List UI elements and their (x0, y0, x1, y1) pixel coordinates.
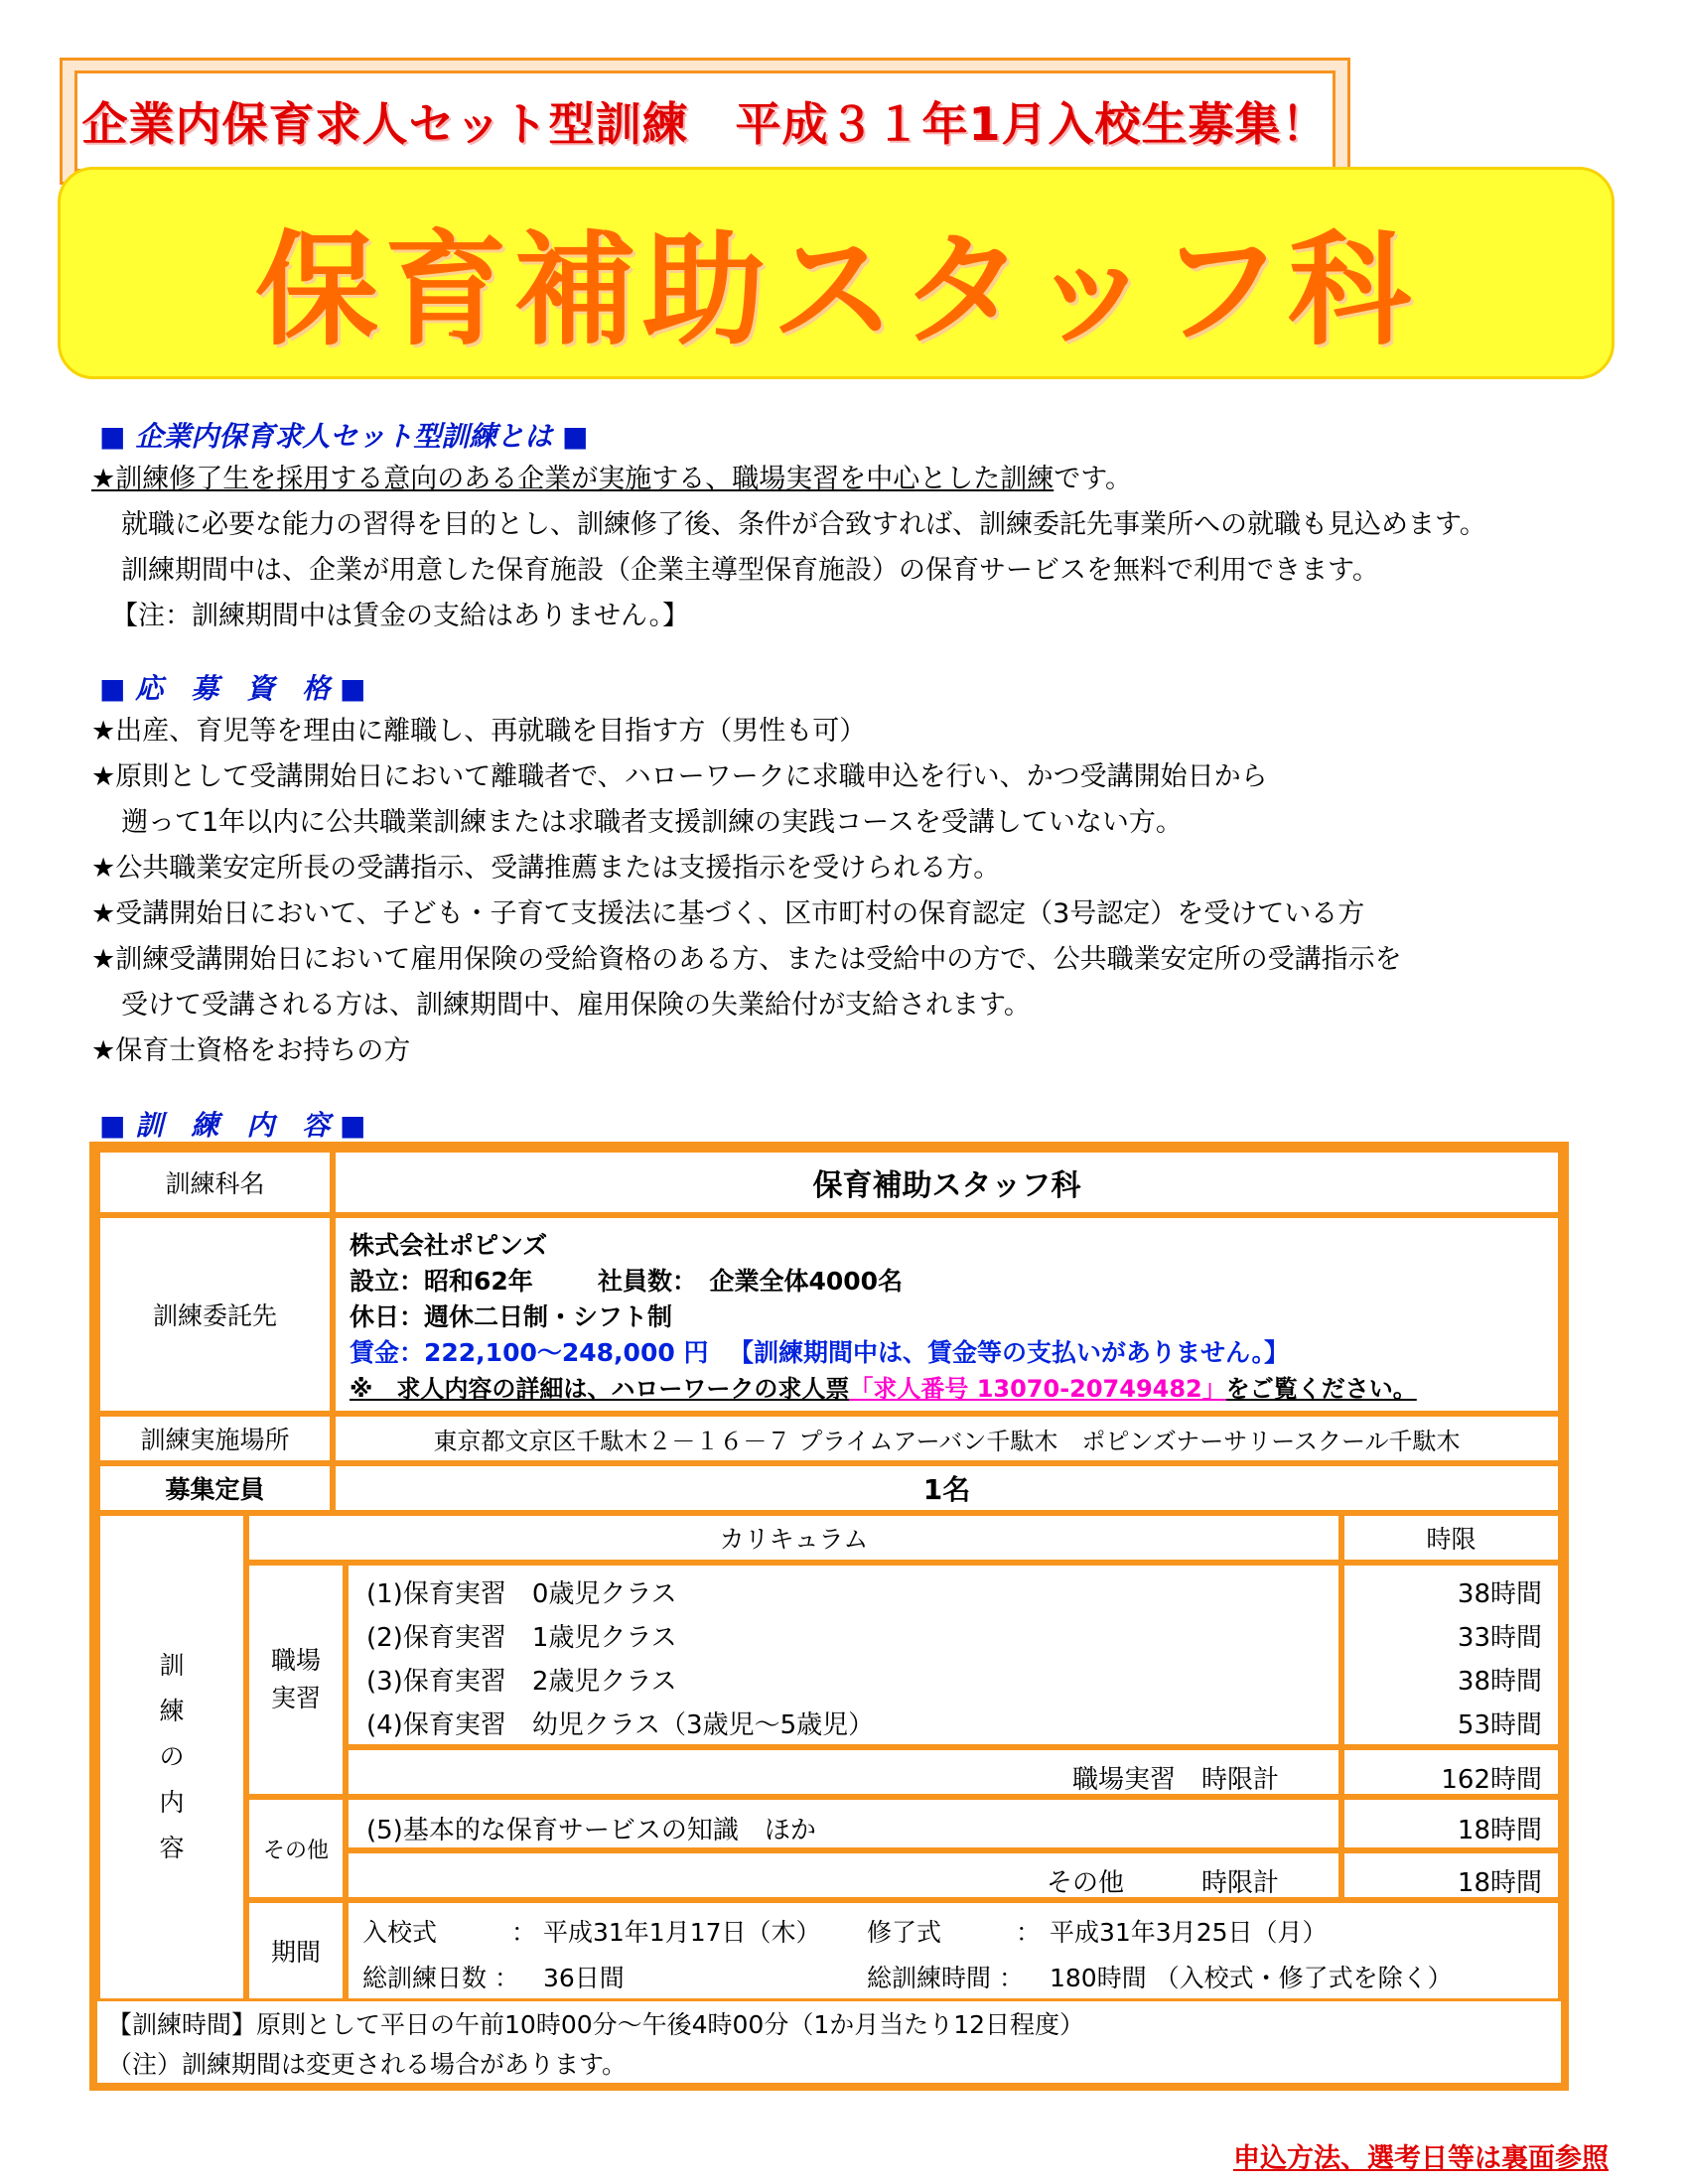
period-cell (346, 1900, 1561, 2001)
training-label-char: 容 (159, 1834, 185, 1862)
about-heading: ■ 企業内保育求人セット型訓練とは ■ (99, 420, 589, 453)
other-label: その他 (246, 1797, 346, 1900)
notes-cell (97, 2001, 1561, 2079)
about-line-2: 就職に必要な能力の習得を目的とし、訓練修了後、条件が合致すれば、訓練委託先事業所への就職も見込めます。 (121, 509, 1486, 540)
curriculum-hours: 38時間 (1457, 1667, 1542, 1697)
curriculum-hours: 18時間 (1457, 1816, 1542, 1845)
about-line-1-tail: です。 (1054, 464, 1133, 494)
about-line-3: 訓練期間中は、企業が用意した保育施設（企業主導型保育施設）の保育サービスを無料で利用できます。 (121, 555, 1379, 586)
practice-hours (1341, 1563, 1561, 1747)
curriculum-hours: 33時間 (1457, 1623, 1542, 1653)
about-line-1-underlined: ★訓練修了生を採用する意向のある企業が実施する、職場実習を中心とした訓練 (91, 464, 1055, 494)
about-line-1 (91, 457, 1132, 502)
eligibility-line: ★訓練受講開始日において雇用保険の受給資格のある方、または受給中の方で、公共職業安定所の受講指示を (91, 944, 1402, 975)
hours-header: 時限 (1341, 1513, 1561, 1563)
completion-label: 修了式 ： (867, 1918, 1042, 1947)
provider-note-suffix: をご覧ください。 (1225, 1375, 1417, 1403)
days-label: 総訓練日数 ： (362, 1964, 519, 1992)
provider-company: 株式会社ポピンズ (350, 1231, 548, 1260)
entrance-date: 平成31年1月17日（木） (543, 1918, 821, 1947)
curriculum-hours: 53時間 (1457, 1710, 1542, 1740)
training-label-char: の (159, 1742, 185, 1771)
practice-label-line: 職場 (270, 1646, 321, 1675)
training-label-char: 訓 (159, 1651, 185, 1680)
capacity-value: 1名 (333, 1463, 1561, 1513)
provider-holidays: 休日：週休二日制・シフト制 (350, 1302, 673, 1331)
page-title: 保育補助スタッフ科 (254, 219, 1417, 362)
practice-total: 162時間 (1441, 1765, 1542, 1795)
practice-label-line: 実習 (270, 1684, 321, 1712)
provider-founded: 設立：昭和62年 (350, 1267, 533, 1296)
other-item-cell (346, 1797, 1341, 1850)
content-heading: ■ 訓 練 内 容 ■ (99, 1109, 366, 1142)
curriculum-item: (4)保育実習 幼児クラス（3歳児～5歳児） (366, 1710, 875, 1740)
eligibility-line: 受けて受講される方は、訓練期間中、雇用保険の失業給付が支給されます。 (121, 990, 1031, 1021)
curriculum-item: (1)保育実習 0歳児クラス (366, 1579, 677, 1609)
subtitle-banner-inner (74, 70, 1336, 172)
provider-wage: 賃金：222,100～248,000 円 (350, 1338, 709, 1367)
other-total-label-cell (346, 1850, 1341, 1900)
application-info-link[interactable]: 申込方法、選考日等は裏面参照 (1233, 2143, 1609, 2174)
period-label: 期間 (246, 1900, 346, 2001)
eligibility-line: ★受講開始日において、子ども・子育て支援法に基づく、区市町村の保育認定（3号認定）を受けている方 (91, 898, 1365, 929)
job-number: 「求人番号 13070-20749482」 (849, 1375, 1226, 1403)
eligibility-line: ★出産、育児等を理由に離職し、再就職を目指す方（男性も可） (91, 716, 867, 747)
practice-total-label-cell (346, 1747, 1341, 1797)
provider-label: 訓練委託先 (97, 1215, 333, 1414)
schedule-note: 【訓練時間】原則として平日の午前10時00分～午後4時00分（1か月当たり12日程度） (107, 2010, 1085, 2039)
other-total: 18時間 (1457, 1868, 1542, 1898)
change-note: （注）訓練期間は変更される場合があります。 (107, 2050, 628, 2079)
curriculum-header: カリキュラム (246, 1513, 1341, 1563)
subtitle-text: 企業内保育求人セット型訓練 平成３１年1月入校生募集！ (81, 97, 1329, 151)
entrance-label: 入校式 ： (362, 1918, 537, 1947)
location-value: 東京都文京区千駄木２－１６－７ プライムアーバン千駄木 ポピンズナーサリースクール千駄木 (333, 1414, 1561, 1463)
training-label-char: 練 (159, 1697, 185, 1725)
practice-items (346, 1563, 1341, 1747)
subtitle-banner (60, 58, 1350, 185)
eligibility-line: ★公共職業安定所長の受講指示、受講推薦または支援指示を受けられる方。 (91, 853, 1001, 884)
curriculum-item: (3)保育実習 2歳児クラス (366, 1667, 677, 1697)
other-total-label: その他 時限計 (1046, 1868, 1279, 1898)
provider-note (350, 1369, 1417, 1404)
practice-label (246, 1563, 346, 1797)
provider-employees: 社員数： 企業全体4000名 (598, 1267, 904, 1296)
course-name: 保育補助スタッフ科 (333, 1150, 1561, 1215)
course-label: 訓練科名 (97, 1150, 333, 1215)
eligibility-line: ★原則として受講開始日において離職者で、ハローワークに求職申込を行い、かつ受講開始日から (91, 761, 1268, 792)
other-total-cell (1341, 1850, 1561, 1900)
eligibility-heading: ■ 応 募 資 格 ■ (99, 672, 366, 705)
eligibility-line: ★保育士資格をお持ちの方 (91, 1035, 411, 1066)
provider-cell (333, 1215, 1561, 1414)
curriculum-hours: 38時間 (1457, 1579, 1542, 1609)
provider-wage-note: 【訓練期間中は、賃金等の支払いがありません。】 (729, 1338, 1290, 1367)
other-hours-cell (1341, 1797, 1561, 1850)
training-days: 36日間 (543, 1964, 625, 1992)
location-label: 訓練実施場所 (97, 1414, 333, 1463)
training-content-label (97, 1513, 246, 2001)
capacity-label: 募集定員 (97, 1463, 333, 1513)
training-label-char: 内 (159, 1788, 185, 1817)
completion-date: 平成31年3月25日（月） (1050, 1918, 1328, 1947)
practice-total-label: 職場実習 時限計 (1071, 1765, 1279, 1795)
about-line-4: 【注：訓練期間中は賃金の支給はありません。】 (111, 601, 690, 631)
total-hours: 180時間 （入校式・修了式を除く） (1050, 1964, 1453, 1992)
title-banner (58, 167, 1615, 379)
practice-total-cell (1341, 1747, 1561, 1797)
curriculum-item: (2)保育実習 1歳児クラス (366, 1623, 677, 1653)
training-table (89, 1142, 1569, 2091)
curriculum-item: (5)基本的な保育サービスの知識 ほか (366, 1816, 816, 1845)
provider-note-prefix: ※ 求人内容の詳細は、ハローワークの求人票 (350, 1375, 850, 1403)
eligibility-line: 遡って1年以内に公共職業訓練または求職者支援訓練の実践コースを受講していない方。 (121, 807, 1183, 838)
total-hours-label: 総訓練時間 ： (867, 1964, 1024, 1992)
